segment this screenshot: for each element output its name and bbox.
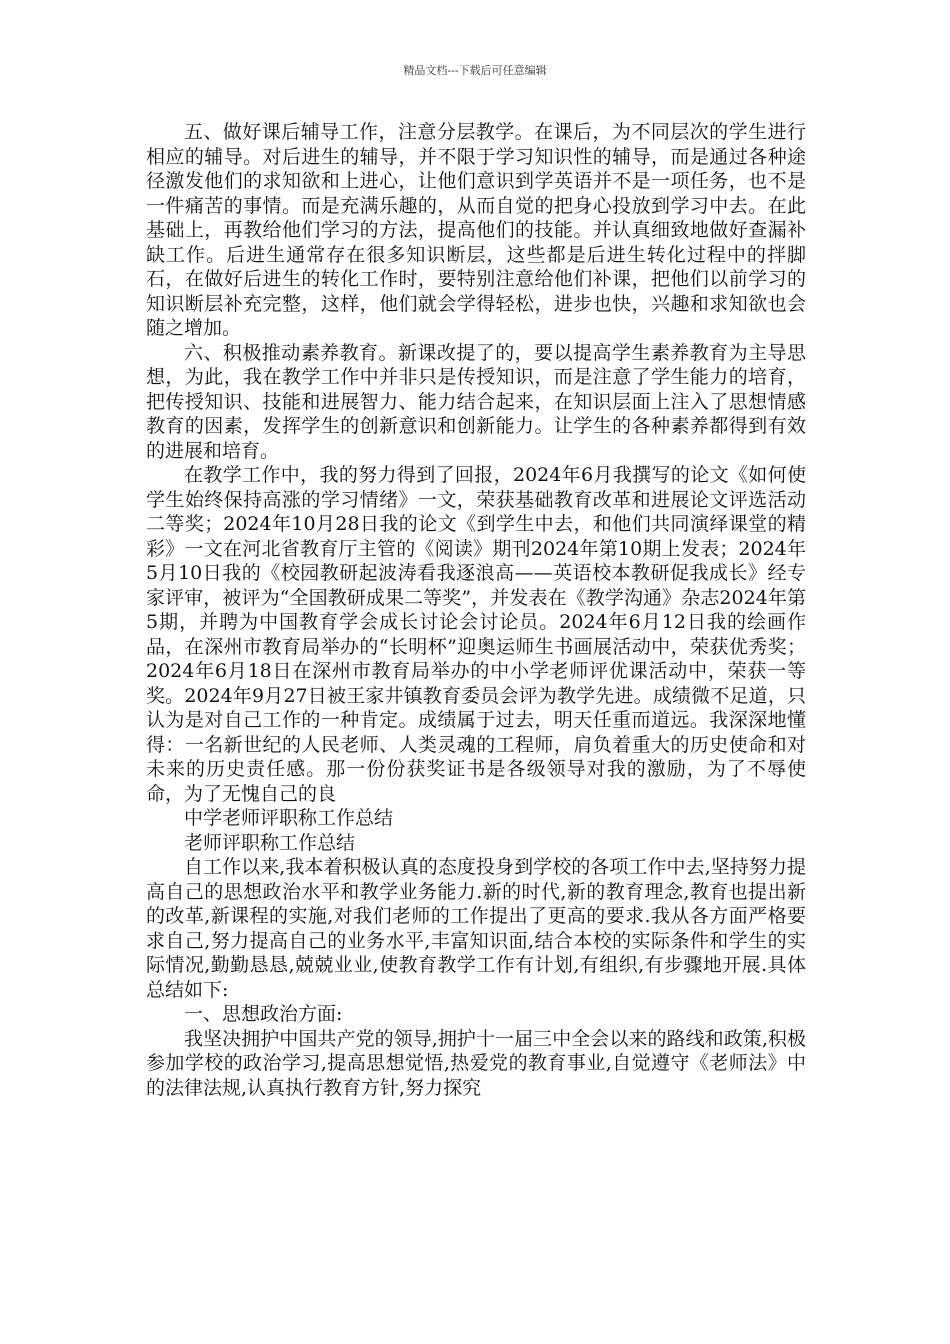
paragraph-achievements: 在教学工作中，我的努力得到了回报，2024年6月我撰写的论文《如何使学生始终保持高涨的学习情绪》一文，荣获基础教育改革和进展论文评选活动二等奖；2024年10月28日我的论文《到学生中去，和他们共同演绎课堂的精彩》一文在河北省教育厅主管的《阅读》期刊2024年第10期上发表；2024年5月10日我的《校园教研起波涛看我逐浪高——英语校本教研促我成长》经专家评审，被评为“全国教研成果二等奖”，并发表在《教学沟通》杂志2024年第5期，并聘为中国教育学会成长讨论会讨论员。2024年6月12日我的绘画作品，在深州市教育局举办的“长明杯”迎奥运师生书画展活动中，荣获优秀奖；2024年6月18日在深州市教育局举办的中小学老师评优课活动中，荣获一等奖。2024年9月27日被王家井镇教育委员会评为教学先进。成绩微不足道，只认为是对自己工作的一种肯定。成绩属于过去，明天任重而道远。我深深地懂得：一名新世纪的人民老师、人类灵魂的工程师，肩负着重大的历史使命和对未来的历史责任感。那一份份获奖证书是各级领导对我的激励，为了不辱使命，为了无愧自己的良 [146, 464, 806, 805]
section-title-teacher: 老师评职称工作总结 [184, 831, 356, 854]
document-body [146, 120, 806, 1100]
paragraph-political: 我坚决拥护中国共产党的领导,拥护十一届三中全会以来的路线和政策,积极参加学校的政治学习,提高思想觉悟,热爱党的教育事业,自觉遵守《老师法》中的法律法规,认真执行教育方针,努力探究 [146, 1027, 806, 1099]
paragraph-intro: 自工作以来,我本着积极认真的态度投身到学校的各项工作中去,坚持努力提高自己的思想政治水平和教学业务能力.新的时代,新的教育理念,教育也提出新的改革,新课程的实施,对我们老师的工作提出了更高的要求.我从各方面严格要求自己,努力提高自己的业务水平,丰富知识面,结合本校的实际条件和学生的实际情况,勤勤恳恳,兢兢业业,使教育教学工作有计划,有组织,有步骤地开展.具体总结如下: [146, 856, 806, 1001]
subheading-political: 一、思想政治方面: [184, 1003, 343, 1025]
paragraph-quality-education: 六、积极推动素养教育。新课改提了的，要以提高学生素养教育为主导思想，为此，我在教学工作中并非只是传授知识，而是注意了学生能力的培育，把传授知识、技能和进展智力、能力结合起来，在知识层面上注入了思想情感教育的因素，发挥学生的创新意识和创新能力。让学生的各种素养都得到有效的进展和培育。 [146, 341, 806, 462]
page-header: 精品文档---下载后可任意编辑 [403, 64, 547, 77]
paragraph-tutoring: 五、做好课后辅导工作，注意分层教学。在课后，为不同层次的学生进行相应的辅导。对后进生的辅导，并不限于学习知识性的辅导，而是通过各种途径激发他们的求知欲和上进心，让他们意识到学英语并不是一项任务，也不是一件痛苦的事情。而是充满乐趣的，从而自觉的把身心投放到学习中去。在此基础上，再教给他们学习的方法，提高他们的技能。并认真细致地做好查漏补缺工作。后进生通常存在很多知识断层，这些都是后进生转化过程中的拌脚石，在做好后进生的转化工作时，要特别注意给他们补课，把他们以前学习的知识断层补充完整，这样，他们就会学得轻松，进步也快，兴趣和求知欲也会随之增加。 [146, 121, 806, 339]
section-title-middle-school: 中学老师评职称工作总结 [184, 807, 394, 829]
